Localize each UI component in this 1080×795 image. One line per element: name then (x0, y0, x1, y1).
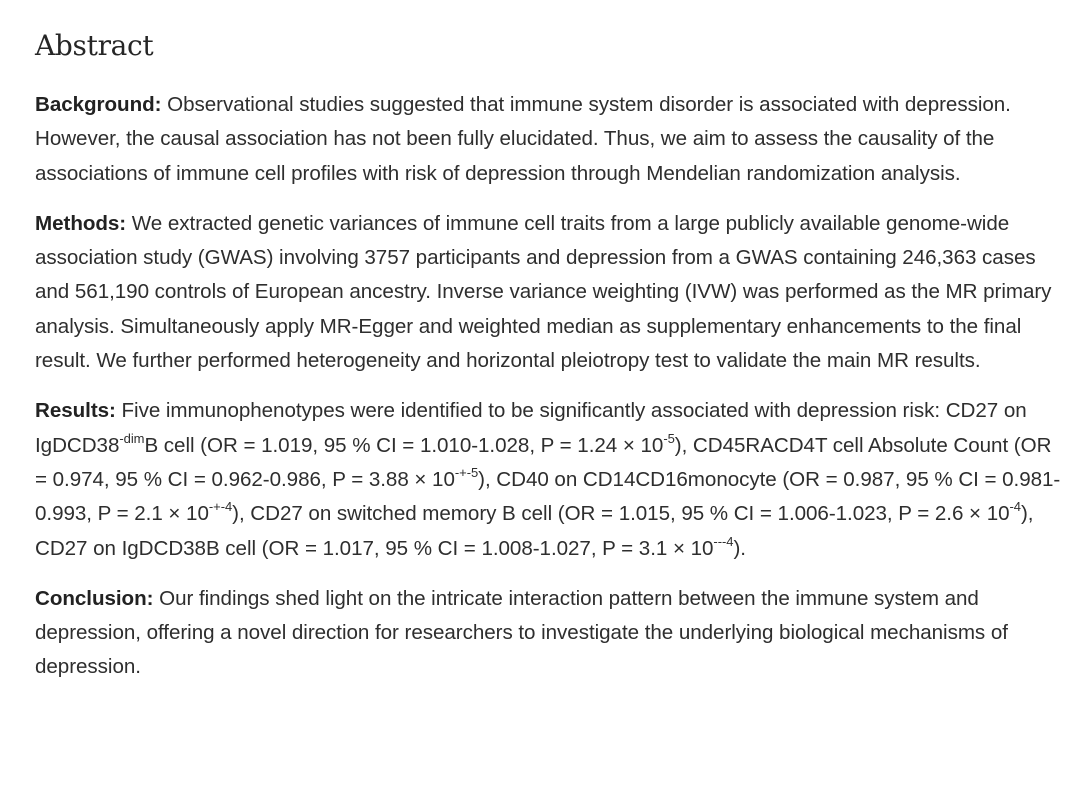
background-label: Background: (35, 93, 162, 116)
results-text-2: B cell (OR = 1.019, 95 % CI = 1.010-1.028, P = 1.24 × 10 (144, 433, 664, 457)
results-superscript-4: -+-4 (208, 499, 233, 515)
results-text-7: ). (733, 536, 746, 560)
results-superscript-3: -+-5 (454, 465, 479, 481)
results-superscript-1: -dim (119, 430, 145, 446)
methods-paragraph (35, 207, 1065, 378)
conclusion-label: Conclusion: (35, 586, 154, 610)
results-text-1: Five immunophenotypes were identified to be significantly associated with depression risk: CD27 on IgDCD38 (35, 399, 1027, 457)
results-label: Results: (35, 399, 116, 423)
results-superscript-2: -5 (663, 430, 675, 446)
abstract-heading: Abstract (35, 29, 154, 62)
results-text-6: ), CD27 on IgDCD38B cell (OR = 1.017, 95 % CI = 1.008-1.027, P = 3.1 × 10 (35, 502, 1034, 560)
conclusion-text: Our findings shed light on the intricate interaction pattern between the immune system and depression, offering a novel direction for researchers to investigate the underlying biological mechanisms of depression. (35, 586, 1008, 679)
background-paragraph (35, 88, 1065, 191)
methods-text: We extracted genetic variances of immune cell traits from a large publicly available genome-wide association study (GWAS) involving 3757 participants and depression from a GWAS containing 246,363 cases and 561,190 controls of European ancestry. Inverse variance weighting (IVW) was performed as the MR primary analysis. Simultaneously apply MR-Egger and weighted median as supplementary enhancements to the final result. We further performed heterogeneity and horizontal pleiotropy test to validate the main MR results. (35, 211, 1052, 373)
results-text-3: ), CD45RACD4T cell Absolute Count (OR = 0.974, 95 % CI = 0.962-0.986, P = 3.88 × 10 (35, 433, 1052, 491)
methods-label: Methods: (35, 211, 127, 235)
background-text: Observational studies suggested that immune system disorder is associated with depression. However, the causal association has not been fully elucidated. Thus, we aim to assess the causality of the associations of immune cell profiles with risk of depression through Mendelian randomization analysis. (35, 93, 1011, 185)
results-text-4: ), CD40 on CD14CD16monocyte (OR = 0.987, 95 % CI = 0.981-0.993, P = 2.1 × 10 (35, 467, 1061, 526)
conclusion-paragraph (35, 582, 1065, 685)
results-superscript-5: -4 (1009, 499, 1021, 515)
abstract-section (35, 24, 1065, 701)
results-text-5: ), CD27 on switched memory B cell (OR = 1.015, 95 % CI = 1.006-1.023, P = 2.6 × 10 (232, 502, 1010, 526)
results-superscript-6: ---4 (713, 533, 734, 549)
results-paragraph (35, 394, 1065, 565)
